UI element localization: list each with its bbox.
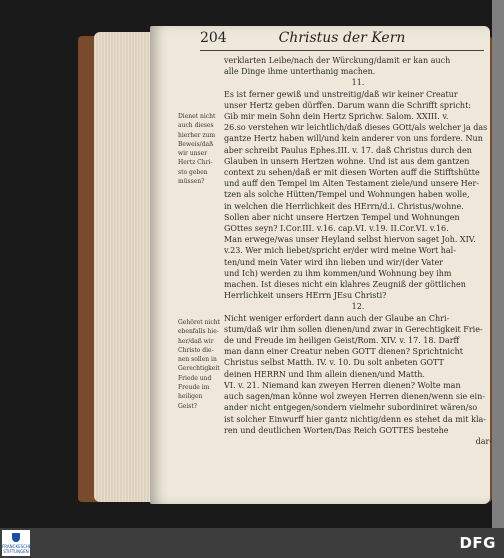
body-text xyxy=(224,55,492,447)
margin-note-line: wir unser xyxy=(178,150,208,158)
text-line: stum/daß wir ihm sollen dienen/und zwar in Gerechtigkeit Frie- xyxy=(224,324,483,334)
text-line: Man erwege/was unser Heyland selbst hiervon saget Joh. XIV. xyxy=(224,235,476,245)
text-line: Herrlichkeit unsers HErrn JEsu Christi? xyxy=(224,291,387,301)
paragraph-number: 12. xyxy=(351,302,365,312)
text-line: aber schreibt Paulus Ephes.III. v. 17. daß Christus durch den xyxy=(224,145,472,155)
page-header xyxy=(200,30,484,52)
text-line: v.23. Wer mich liebet/spricht er/der wird meine Wort hal- xyxy=(224,246,456,256)
text-line: de und Freude im heiligen Geist/Rom. XIV. v. 17. 18. Darff xyxy=(224,336,460,346)
margin-note-1 xyxy=(178,112,224,186)
text-line: tzen als solche Hütten/Tempel und Wohnungen haben wolle, xyxy=(224,190,470,200)
text-line: auch sagen/man könne wol zweyen Herren dienen/wenn sie ein- xyxy=(224,392,485,402)
margin-note-line: sto geben xyxy=(178,168,208,176)
page-edges xyxy=(94,32,154,502)
text-line: ren und deutlichen Worten/Das Reich GOTTES bestehe xyxy=(224,425,449,435)
margin-note-line: auch dieses xyxy=(178,122,214,130)
page-number: 204 xyxy=(200,30,227,46)
text-line: machen. Ist dieses nicht ein klahres Zeugniß der göttlichen xyxy=(224,280,466,290)
margin-note-line: nen sollen in xyxy=(178,356,217,364)
book-page xyxy=(150,26,490,504)
margin-note-line: her/daß wir xyxy=(178,337,214,345)
margin-note-line: Freude im xyxy=(178,384,210,392)
text-line: und Ich) werden zu ihm kommen/und Wohnung bey ihm xyxy=(224,268,452,278)
dfg-brand: DFG xyxy=(459,534,496,552)
text-line: VI. v. 21. Niemand kan zweyen Herren dienen? Wolte man xyxy=(224,380,461,390)
institution-logo-icon xyxy=(12,533,20,542)
text-line: verklarten Leibe/nach der Würckung/damit er kan auch xyxy=(224,56,451,65)
margin-note-line: Gerechtigkeit xyxy=(178,365,220,373)
margin-note-line: Beweis/daß xyxy=(178,140,214,148)
margin-note-line: hierher zum xyxy=(178,131,216,139)
margin-note-line: müssen? xyxy=(178,178,205,186)
margin-note-line: Gehöret nicht xyxy=(178,319,220,326)
margin-note-line: heiligen xyxy=(178,393,203,401)
margin-note-line: Geist? xyxy=(178,402,197,410)
header-rule xyxy=(200,50,484,51)
footer-bar xyxy=(0,528,504,558)
margin-note-line: Christo die- xyxy=(178,346,214,354)
text-line: man dann einer Creatur neben GOTT dienen? Sprichtnicht xyxy=(224,347,463,357)
text-line: gantze Hertz haben will/und kein anderer von uns fordere. Nun xyxy=(224,134,483,144)
text-line: Nicht weniger erfordert dann auch der Glaube an Chri- xyxy=(224,313,450,323)
margin-note-line: Dienet nicht xyxy=(178,113,216,120)
text-line: in welchen die Herrlichkeit des HErrn/d.i. Christus/wohne. xyxy=(224,201,464,211)
margin-note-line: Friede und xyxy=(178,374,212,382)
text-line: GOttes seyn? I.Cor.III. v.16. cap.VI. v.19. II.Cor.VI. v.16. xyxy=(224,224,449,234)
logo-text: FRANCKESCHE STIFTUNGEN xyxy=(2,544,32,554)
catchword: dar- xyxy=(475,436,492,446)
running-head: Christus der Kern xyxy=(278,30,406,46)
text-line: ten/und mein Vater wird ihn lieben und wir/(der Vater xyxy=(224,257,443,267)
scan-edge-strip xyxy=(492,0,504,528)
margin-note-2 xyxy=(178,318,224,411)
text-line: ist solcher Einwurff hier gantz nichtig/denn es stehet da mit kla- xyxy=(224,414,486,424)
text-line: context zu sehen/daß er mit diesen Worten auff die Stifftshütte xyxy=(224,168,480,178)
margin-note-line: Hertz Chri- xyxy=(178,159,213,167)
text-line: Sollen aber nicht unsere Hertzen Tempel und Wohnungen xyxy=(224,212,460,222)
text-line: Glauben in unsern Hertzen wohne. Und ist aus dem gantzen xyxy=(224,156,470,166)
text-line: Gib mir mein Sohn dein Hertz Sprichw. Salom. XXIII. v. xyxy=(224,112,449,122)
text-line: ander nicht entgegen/sondern vielmehr subordiniret wären/so xyxy=(224,403,478,413)
text-line: deinen HERRN und Ihm allein dienen/und Matth. xyxy=(224,369,425,379)
margin-note-line: ebenfalls hie- xyxy=(178,328,219,336)
text-line: unser Hertz geben dürffen. Darum wann die Schrifft spricht: xyxy=(224,100,471,110)
text-line: und auff den Tempel im Alten Testament ziele/und unsere Her- xyxy=(224,179,480,189)
text-line: alle Dinge ihme unterthanig machen. xyxy=(224,67,376,77)
institution-logo[interactable] xyxy=(2,530,30,556)
text-line: Es ist ferner gewiß und unstreitig/daß wir keiner Creatur xyxy=(224,89,458,99)
text-line: Christus selbst Matth. IV. v. 10. Du solt anbeten GOTT xyxy=(224,358,444,368)
paragraph-number: 11. xyxy=(351,78,365,88)
text-line: 26.so verstehen wir leichtlich/daß dieses GOtt/als welcher ja das xyxy=(224,123,488,133)
